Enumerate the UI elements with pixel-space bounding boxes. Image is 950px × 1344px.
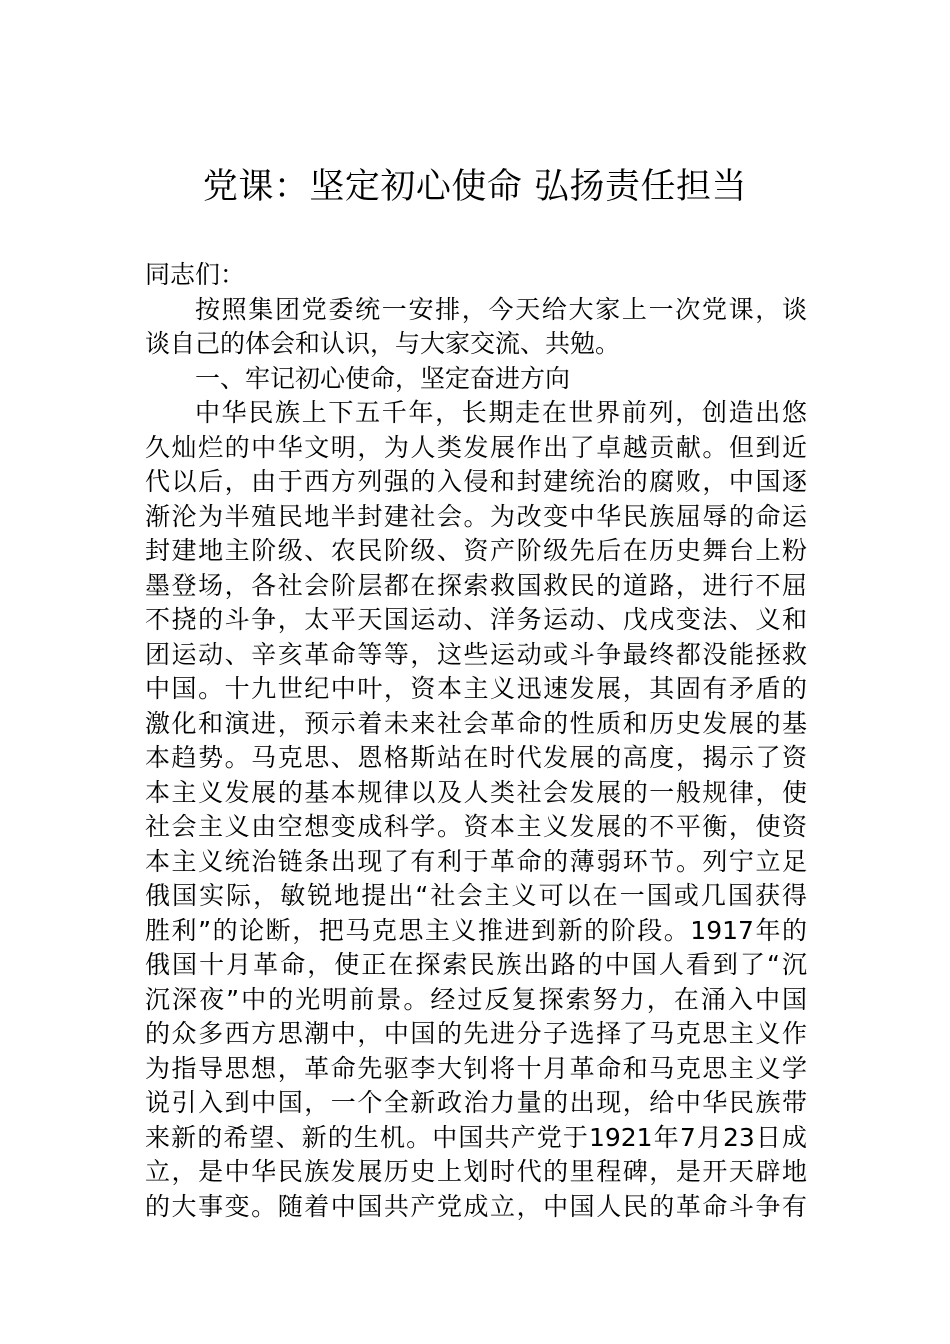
paragraph-line: 的众多西方思潮中，中国的先进分子选择了马克思主义作 [145, 1019, 807, 1048]
paragraph-line: 墨登场，各社会阶层都在探索救国救民的道路，进行不屈 [145, 570, 807, 600]
paragraph-1 [145, 396, 807, 1224]
paragraph-line: 俄国实际，敏锐地提出“社会主义可以在一国或几国获得 [145, 881, 807, 910]
paragraph-line: 激化和演进，预示着未来社会革命的性质和历史发展的基 [145, 708, 807, 738]
paragraph-line: 中国。十九世纪中叶，资本主义迅速发展，其固有矛盾的 [145, 674, 807, 703]
section-heading: 一、牢记初心使命，坚定奋进方向 [195, 363, 571, 393]
paragraph-line: 本主义统治链条出现了有利于革命的薄弱环节。列宁立足 [145, 846, 807, 876]
paragraph-line: 久灿烂的中华文明，为人类发展作出了卓越贡献。但到近 [145, 432, 807, 462]
intro-line: 谈自己的体会和认识，与大家交流、共勉。 [145, 329, 621, 358]
paragraph-line: 立，是中华民族发展历史上划时代的里程碑，是开天辟地 [145, 1157, 807, 1186]
intro-line: 按照集团党委统一安排，今天给大家上一次党课，谈 [195, 294, 807, 324]
paragraph-line: 说引入到中国，一个全新政治力量的出现，给中华民族带 [145, 1088, 807, 1117]
paragraph-line: 社会主义由空想变成科学。资本主义发展的不平衡，使资 [145, 812, 807, 841]
paragraph-line: 封建地主阶级、农民阶级、资产阶级先后在历史舞台上粉 [145, 536, 807, 565]
paragraph-line: 团运动、辛亥革命等等，这些运动或斗争最终都没能拯救 [145, 639, 807, 669]
intro-paragraph [145, 293, 807, 362]
paragraph-line: 中华民族上下五千年，长期走在世界前列，创造出悠 [195, 398, 807, 427]
paragraph-line: 俄国十月革命，使正在探索民族出路的中国人看到了“沉 [145, 950, 807, 979]
salutation: 同志们： [145, 260, 246, 289]
paragraph-line: 为指导思想，革命先驱李大钊将十月革命和马克思主义学 [145, 1053, 807, 1083]
paragraph-line: 本主义发展的基本规律以及人类社会发展的一般规律，使 [145, 777, 807, 807]
paragraph-line: 代以后，由于西方列强的入侵和封建统治的腐败，中国逐 [145, 467, 807, 496]
paragraph-line: 胜利”的论断，把马克思主义推进到新的阶段。1917年的 [145, 915, 807, 945]
paragraph-line: 的大事变。随着中国共产党成立，中国人民的革命斗争有 [145, 1191, 807, 1221]
paragraph-line: 来新的希望、新的生机。中国共产党于1921年7月23日成 [145, 1122, 807, 1152]
paragraph-line: 不挠的斗争，太平天国运动、洋务运动、戊戌变法、义和 [145, 605, 807, 634]
paragraph-line: 本趋势。马克思、恩格斯站在时代发展的高度，揭示了资 [145, 743, 807, 772]
paragraph-line: 沉深夜”中的光明前景。经过反复探索努力，在涌入中国 [145, 984, 807, 1014]
paragraph-line: 渐沦为半殖民地半封建社会。为改变中华民族屈辱的命运 [145, 501, 807, 531]
document-body [145, 258, 807, 1224]
document-title: 党课：坚定初心使命 弘扬责任担当 [202, 167, 748, 207]
